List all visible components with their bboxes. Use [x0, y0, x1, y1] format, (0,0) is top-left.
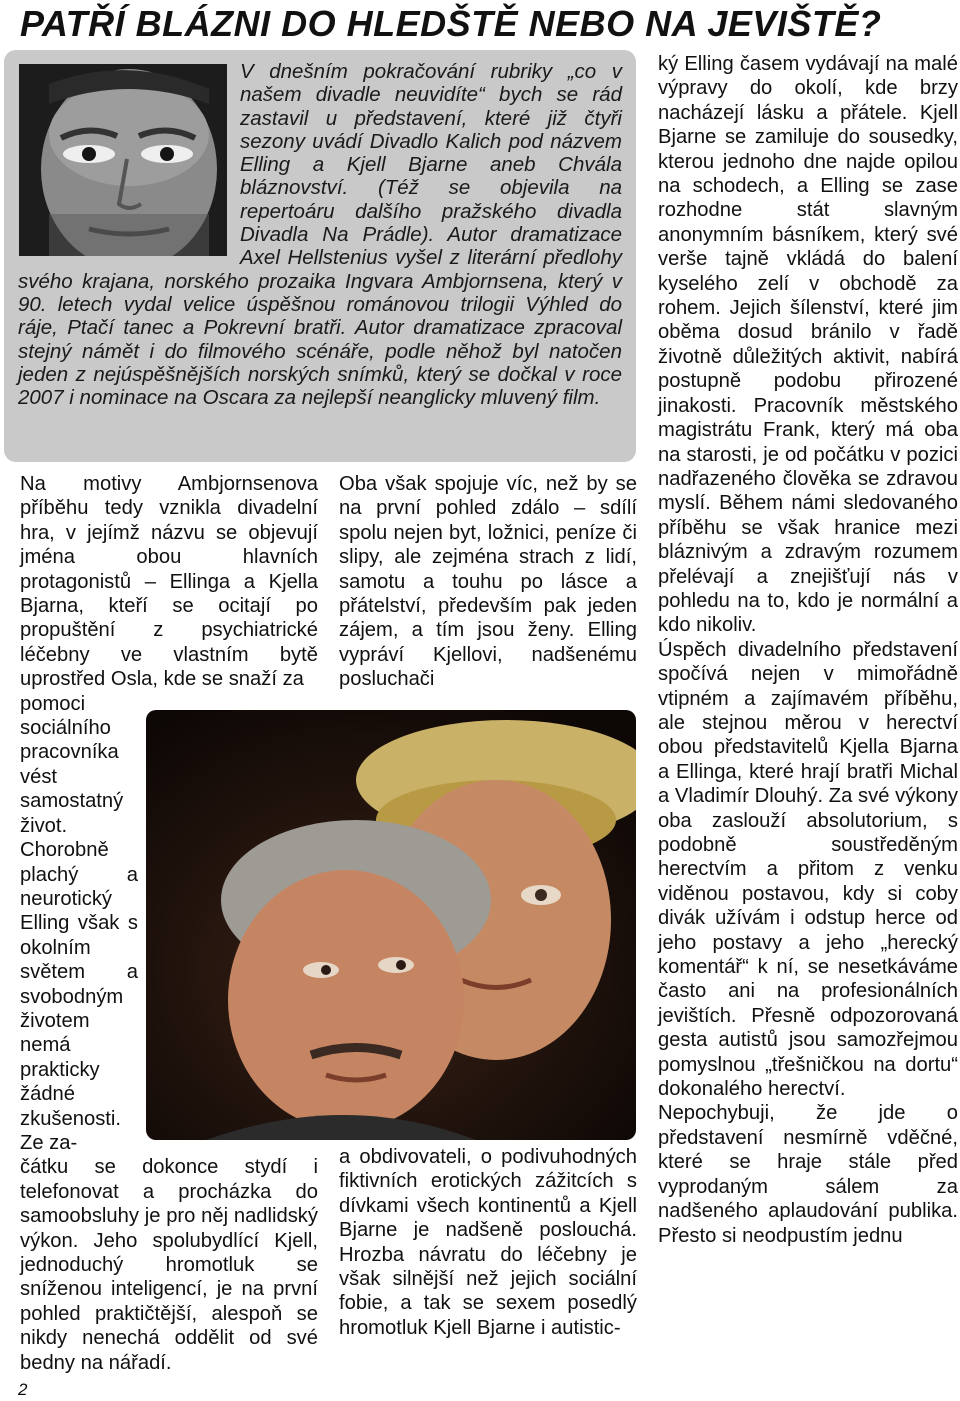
- column3-paragraph-2: Úspěch divadelního představení spočívá nejen v mimořádně vtipném a zajímavém příběhu, ale stejnou měrou v herectví obou představitelů Kjella Bjarna a Ellinga, které hrají bratři Michal a Vladimír Dlouhý. Za své výkony oba zaslouží absolutorium, s podobně soustředěným herectvím a přitom z venku viděnou postavou, kdy si coby divák užívám i odstup herce od jeho postavy a jeho „herecký komentář“ k ní, se nesetkáváme často ani na profesionálních jevištích. Přesně odpozorovaná gesta autistů jsou samozřejmou pomyslnou „třešničkou na dortu“ dokonalého herectví.: [658, 638, 958, 1101]
- column1-paragraph-narrow: pomoci sociálního pracovníka vést samostatný život. Chorobně plachý a neurotický Elling však s okolním světem a svobodným životem nemá prakticky žádné zkušenosti. Ze za-: [20, 692, 138, 1154]
- column1-paragraph-bottom: čátku se dokonce stydí i telefonovat a procházka do samoobsluhy je pro něj nadlidský výkon. Jeho spolubydlící Kjell, jednoduchý hromotluk se sníženou inteligencí, je na první pohled praktičtější, alespoň se nikdy nenechá oddělit od své bedny na nářadí.: [20, 1156, 318, 1374]
- column2-paragraph-top: Oba však spojuje víc, než by se na první pohled zdálo – sdílí spolu nejen byt, ložnici, peníze či slipy, ale zejména strach z lidí, samotu a touhu po lásce a přátelství, především pak jeden zájem, a tím jsou ženy. Elling vypráví Kjellovi, nadšenému posluchači: [339, 473, 637, 691]
- intro-paragraph: V dnešním pokračování rubriky „co v našem divadle neuvidíte“ bych se rád zastavil u představení, které již čtyři sezony uvádí Divadlo Kalich pod názvem Elling a Kjell Bjarne aneb Chvála bláznovství. (Též se objevila na repertoáru dalšího pražského divadla Divadla Na Prádle). Autor dramatizace Axel Hellstenius vyšel z literární předlohy svého krajana, norského prozaika Ingvara Ambjornsena, který v 90. letech vydal velice úspěšnou románovou trilogii Výhled do ráje, Ptačí tanec a Pokrevní bratři. Autor dramatizace zpracoval stejný námět i do filmového scénáře, podle něhož byl natočen jeden z nejúspěšnějších norských snímků, který se dočkal v roce 2007 i nominace na Oscara za nejlepší neanglicky mluvený film.: [18, 60, 622, 410]
- column3-paragraph-3: Nepochybuji, že jde o představení nesmírně vděčné, které se hraje stále před vyprodaným sálem za nadšeného aplaudování publika. Přesto si neodpustím jednu: [658, 1102, 958, 1247]
- article-column-3: [658, 52, 958, 1248]
- article-column-2-bottom: [339, 1145, 637, 1340]
- column1-paragraph-top: Na motivy Ambjornsenova příběhu tedy vznikla divadelní hra, v jejímž názvu se objevují jména obou hlavních protagonistů – Ellinga a Kjella Bjarna, kteří se ocitají po propuštění z psychiatrické léčebny ve vlastním bytě uprostřed Osla, kde se snaží za: [20, 473, 318, 691]
- page-number: 2: [18, 1380, 28, 1399]
- article-column-2-top: [339, 472, 637, 692]
- column2-paragraph-bottom: a obdivovateli, o podivuhodných fiktivních erotických zážitcích s dívkami všech kontinentů a Kjell Bjarne je nadšeně poslouchá. Hrozba návratu do léčebny je však silnější než jejich sociální fobie, a tak se sexem posedlý hromotluk Kjell Bjarne i autistic-: [339, 1146, 637, 1339]
- article-title: PATŘÍ BLÁZNI DO HLEDŠTĚ NEBO NA JEVIŠTĚ?: [20, 3, 882, 44]
- intro-paragraph-block: [18, 60, 622, 409]
- column3-paragraph-1: ký Elling časem vydávají na malé výpravy do okolí, kde brzy nacházejí lásku a přátele. Kjell Bjarne se zamiluje do sousedky, kterou jednoho dne najde opilou na schodech, a Elling se zase rozhodne stát slavným anonymním básníkem, který své verše tajně vkládá do balení kyselého zelí v obchodě za rohem. Jejich šílenství, které jim oběma dosud bránilo v řadě životně důležitých aktivit, nabírá postupně podobu přirozené jinakosti. Pracovník městského magistrátu Frank, který má oba na starosti, je od počátku v pozici nadřazeného člověka se zdravou myslí. Během námi sledovaného příběhu se však hranice mezi bláznivým a zdravým rozumem přelévají a znejišťují nás v pohledu na to, kdo je normální a kdo nikoliv.: [658, 53, 958, 637]
- stage-photo: [146, 710, 636, 1140]
